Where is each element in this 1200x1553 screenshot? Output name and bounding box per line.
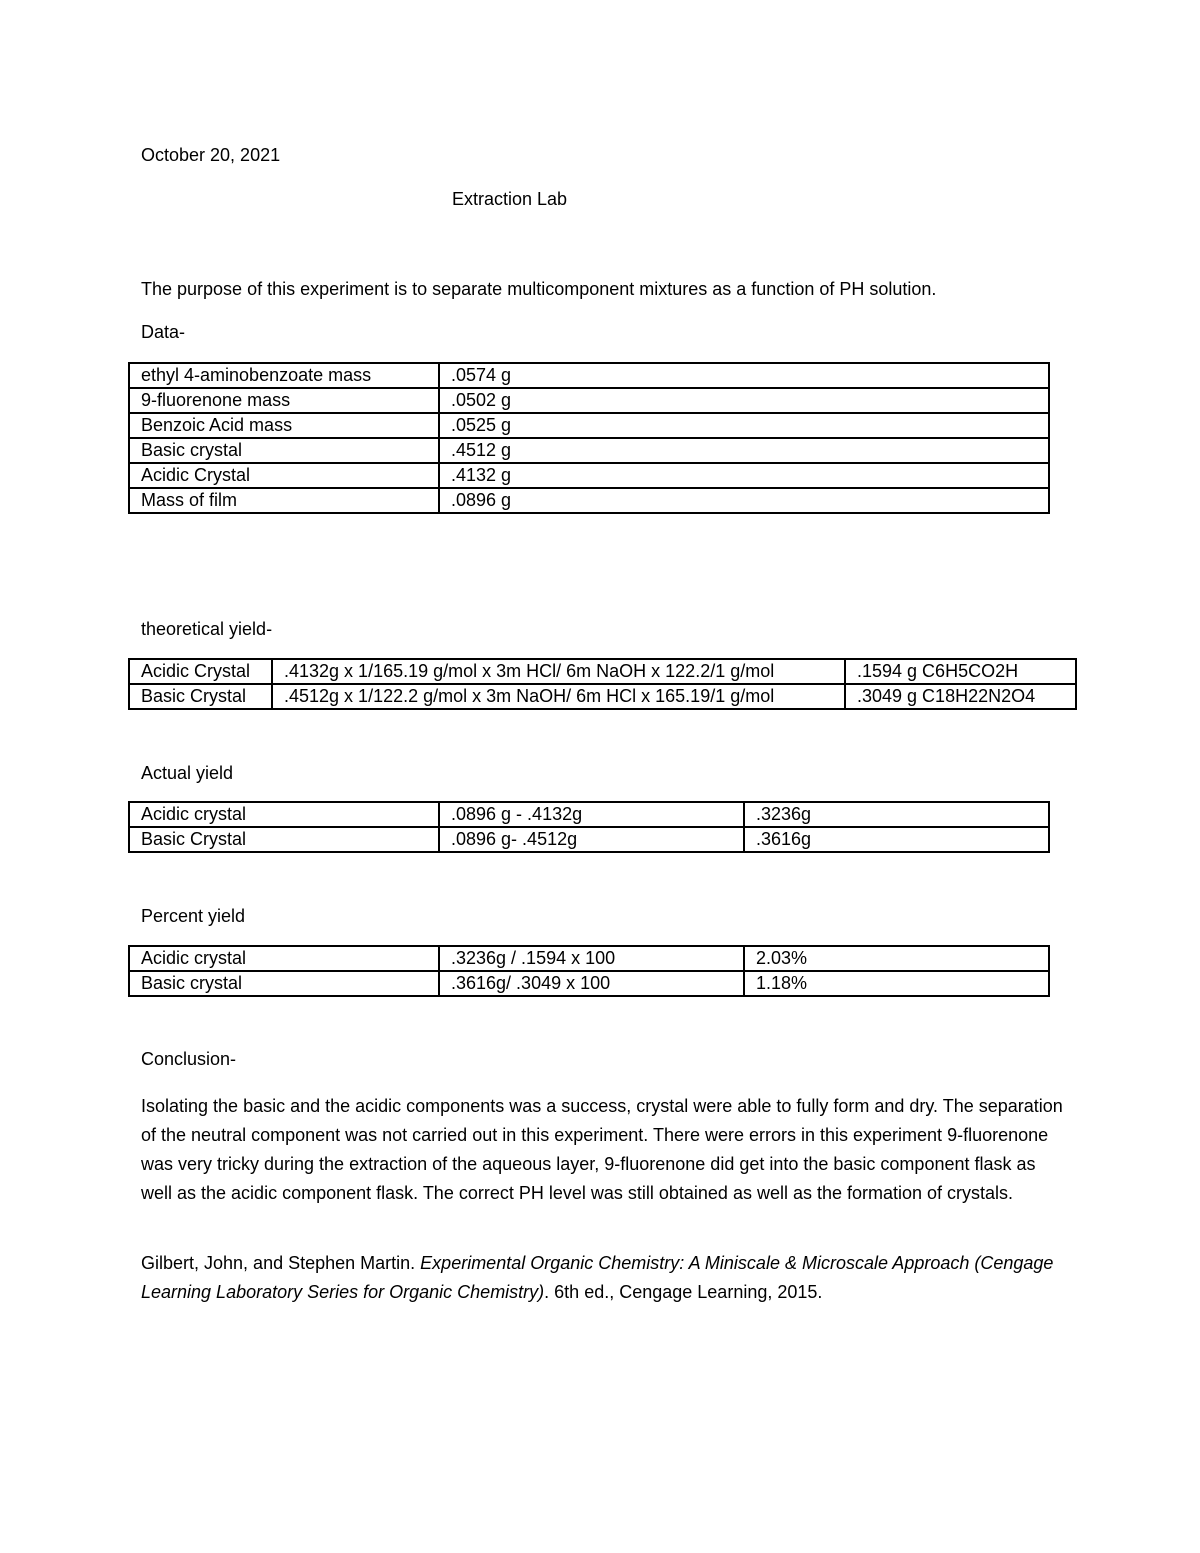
data-section-label: Data- bbox=[141, 322, 186, 342]
theoretical-yield-row bbox=[129, 659, 1076, 684]
data-table-cell: .0574 g bbox=[439, 363, 1049, 388]
citation-title: Experimental Organic Chemistry: A Miniscale & Microscale Approach (Cengage Learning Laboratory Series for Organic Chemistry) bbox=[141, 1253, 1054, 1302]
data-table-row bbox=[129, 413, 1049, 438]
conclusion-label: Conclusion- bbox=[141, 1049, 237, 1069]
percent-yield-table bbox=[128, 945, 1050, 997]
theoretical-yield-cell: .4132g x 1/165.19 g/mol x 3m HCl/ 6m NaOH x 122.2/1 g/mol bbox=[272, 659, 845, 684]
data-table-cell: Benzoic Acid mass bbox=[129, 413, 439, 438]
actual-yield-cell: .3236g bbox=[744, 802, 1049, 827]
theoretical-yield-cell: .3049 g C18H22N2O4 bbox=[845, 684, 1076, 709]
percent-yield-cell: 2.03% bbox=[744, 946, 1049, 971]
data-table-cell: .0502 g bbox=[439, 388, 1049, 413]
percent-yield-row bbox=[129, 946, 1049, 971]
conclusion-paragraph: Isolating the basic and the acidic components was a success, crystal were able to fully form and dry. The separation of the neutral component was not carried out in this experiment. There were errors in this experiment 9-fluorenone was very tricky during the extraction of the aqueous layer, 9-fluorenone did get into the basic component flask as well as the acidic component flask. The correct PH level was still obtained as well as the formation of crystals. bbox=[141, 1096, 1063, 1203]
data-table-cell: Mass of film bbox=[129, 488, 439, 513]
document-title: Extraction Lab bbox=[452, 189, 568, 209]
percent-yield-cell: .3616g/ .3049 x 100 bbox=[439, 971, 744, 996]
data-table-cell: .0896 g bbox=[439, 488, 1049, 513]
actual-yield-cell: .3616g bbox=[744, 827, 1049, 852]
actual-yield-cell: .0896 g- .4512g bbox=[439, 827, 744, 852]
actual-yield-row bbox=[129, 802, 1049, 827]
purpose-statement: The purpose of this experiment is to separate multicomponent mixtures as a function of PH solution. bbox=[141, 279, 937, 299]
percent-yield-cell: Basic crystal bbox=[129, 971, 439, 996]
data-table-cell: Basic crystal bbox=[129, 438, 439, 463]
theoretical-yield-table bbox=[128, 658, 1077, 710]
actual-yield-row bbox=[129, 827, 1049, 852]
theoretical-yield-cell: .4512g x 1/122.2 g/mol x 3m NaOH/ 6m HCl x 165.19/1 g/mol bbox=[272, 684, 845, 709]
data-table-row bbox=[129, 363, 1049, 388]
data-table-cell: .0525 g bbox=[439, 413, 1049, 438]
theoretical-yield-cell: Basic Crystal bbox=[129, 684, 272, 709]
data-table-cell: Acidic Crystal bbox=[129, 463, 439, 488]
data-table bbox=[128, 362, 1050, 514]
percent-yield-label: Percent yield bbox=[141, 906, 246, 926]
citation-authors: Gilbert, John, and Stephen Martin. bbox=[141, 1253, 421, 1273]
actual-yield-table bbox=[128, 801, 1050, 853]
citation bbox=[141, 1249, 1071, 1307]
document-date: October 20, 2021 bbox=[141, 145, 281, 165]
percent-yield-cell: 1.18% bbox=[744, 971, 1049, 996]
data-table-row bbox=[129, 488, 1049, 513]
theoretical-yield-cell: .1594 g C6H5CO2H bbox=[845, 659, 1076, 684]
actual-yield-cell: Basic Crystal bbox=[129, 827, 439, 852]
data-table-cell: ethyl 4-aminobenzoate mass bbox=[129, 363, 439, 388]
actual-yield-cell: Acidic crystal bbox=[129, 802, 439, 827]
percent-yield-row bbox=[129, 971, 1049, 996]
data-table-row bbox=[129, 438, 1049, 463]
data-table-row bbox=[129, 463, 1049, 488]
percent-yield-cell: .3236g / .1594 x 100 bbox=[439, 946, 744, 971]
data-table-cell: .4132 g bbox=[439, 463, 1049, 488]
actual-yield-cell: .0896 g - .4132g bbox=[439, 802, 744, 827]
theoretical-yield-row bbox=[129, 684, 1076, 709]
theoretical-yield-label: theoretical yield- bbox=[141, 619, 273, 639]
data-table-cell: 9-fluorenone mass bbox=[129, 388, 439, 413]
citation-publication: . 6th ed., Cengage Learning, 2015. bbox=[544, 1282, 823, 1302]
actual-yield-label: Actual yield bbox=[141, 763, 234, 783]
data-table-cell: .4512 g bbox=[439, 438, 1049, 463]
percent-yield-cell: Acidic crystal bbox=[129, 946, 439, 971]
theoretical-yield-cell: Acidic Crystal bbox=[129, 659, 272, 684]
data-table-row bbox=[129, 388, 1049, 413]
